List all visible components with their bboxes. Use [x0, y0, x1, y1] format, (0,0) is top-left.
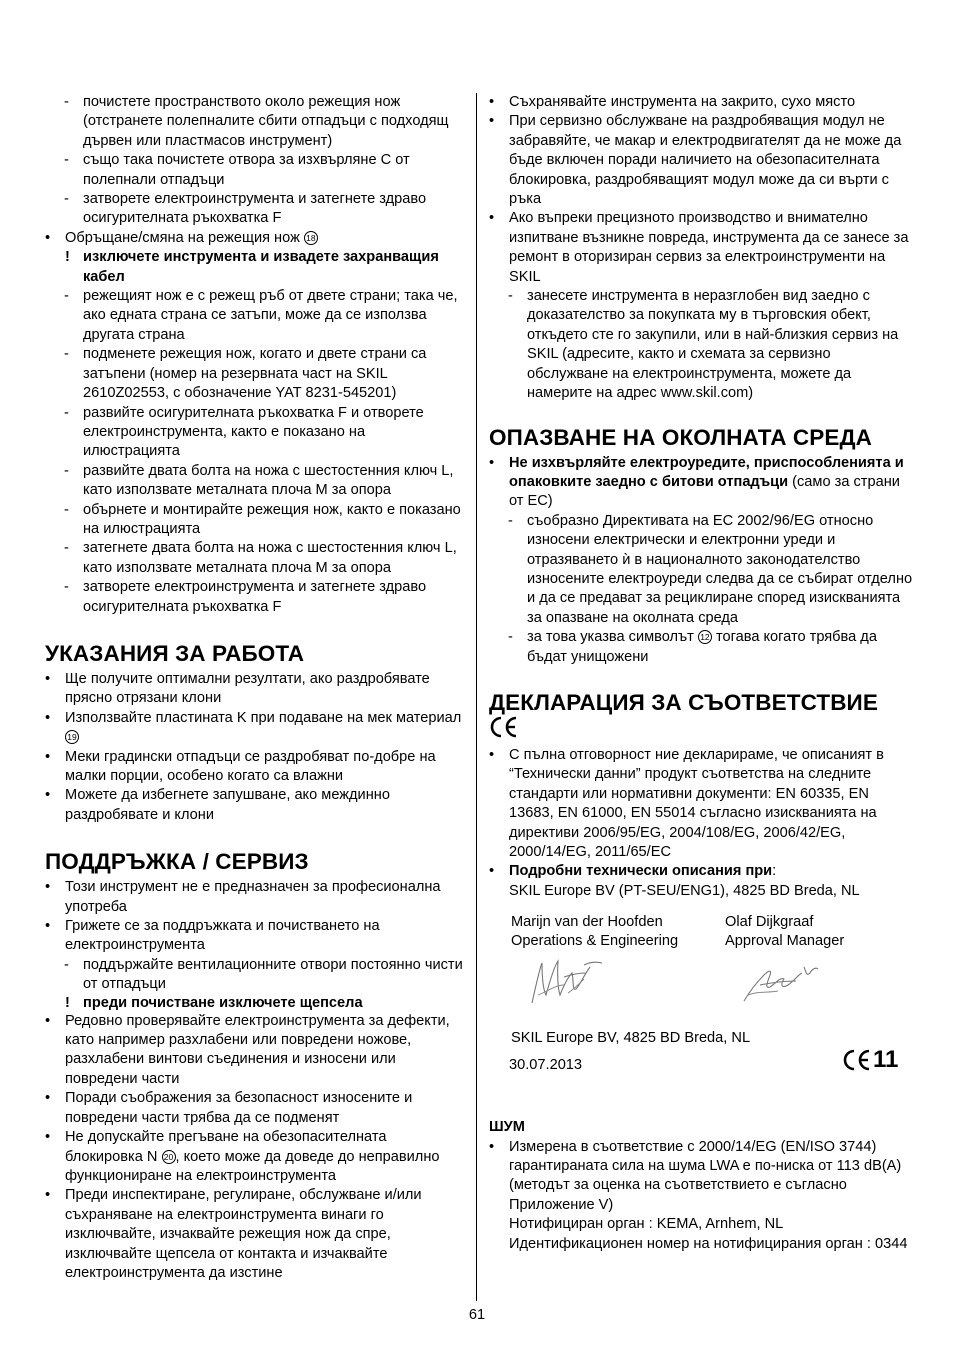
- left-column: [45, 93, 465, 1283]
- list-item: - обърнете и монтирайте режещия нож, както е показано на илюстрацията: [64, 501, 461, 537]
- reference-number: 20: [162, 1150, 176, 1164]
- list-item: • Редовно проверявайте електроинструмента за дефекти, като например разхлабени или повредени ножове, разхлабени винтови съединения и износени или повредени части: [45, 1012, 450, 1087]
- list-item: • Не изхвърляйте електроуредите, приспособленията и опаковките заедно с битови отпадъци (само за страни от ЕС): [489, 454, 904, 510]
- ce-mark-icon: [489, 716, 519, 738]
- signer-role: Approval Manager: [725, 933, 845, 950]
- section-title-work: УКАЗАНИЯ ЗА РАБОТА: [45, 640, 305, 666]
- section-title-noise: ШУМ: [489, 1119, 525, 1136]
- warning-item: ! преди почистване изключете щепсела: [65, 994, 363, 1011]
- list-item: - също така почистете отвора за изхвърляне С от полепнали отпадъци: [64, 152, 410, 188]
- list-item: • Грижете се за поддръжката и почистването на електроинструмента: [45, 918, 380, 954]
- list-item: • Обръщане/смяна на режещия нож 18: [45, 229, 465, 248]
- reference-number: 19: [65, 730, 79, 744]
- list-item: • Поради съображения за безопасност износените и повредени части трябва да се подменят: [45, 1090, 413, 1126]
- signer-name: Marijn van der Hoofden: [511, 914, 663, 931]
- list-item: • Използвайте пластината K при подаване на мек материал 19: [45, 709, 462, 743]
- list-item: • Меки градински отпадъци се раздробяват по-добре на малки порции, особено когато са влажни: [45, 748, 436, 784]
- signer-name: Olaf Dijkgraaf: [725, 914, 814, 931]
- signer-role: Operations & Engineering: [511, 933, 679, 950]
- signature-1: [528, 955, 608, 1009]
- list-item: - развийте осигурителната ръкохватка F и отворете електроинструмента, както е показано на илюстрацията: [64, 404, 424, 460]
- list-item: • Този инструмент не е предназначен за професионална употреба: [45, 879, 441, 915]
- list-item: • Съхранявайте инструмента на закрито, сухо място: [489, 94, 856, 110]
- reference-number: 18: [304, 231, 318, 245]
- right-column: [489, 93, 914, 1254]
- list-item: - подменете режещия нож, когато и двете страни са затъпени (номер на резервната част на SKIL 2610Z02553, с обозначение YAT 8231-545201): [64, 346, 427, 402]
- page-number: 61: [468, 1307, 486, 1323]
- section-title-declaration: ДЕКЛАРАЦИЯ ЗА СЪОТВЕТСТВИЕ: [489, 689, 878, 715]
- list-item: - за това указва символът 12 тогава когато трябва да бъдат унищожени: [508, 629, 877, 665]
- list-item: • С пълна отговорност ние декларираме, че описаният в “Технически данни” продукт съответства на следните стандарти или нормативни документи: EN 60335, EN 13683, EN 61000, EN 55014 съгласно изискванията на директиви 2006/95/EG, 2004/108/EG, 2006/42/EG, 2000/14/EG, 2011/65/EC: [489, 746, 884, 860]
- list-item: - почистете пространството около режещия нож (отстранете полепналите сбити отпадъци с подходящ дървен или пластмасов инструмент): [64, 94, 449, 149]
- date: 30.07.2013: [509, 1057, 583, 1074]
- ce-year-mark: [842, 1047, 898, 1073]
- list-item: • Подробни технически описания при: SKIL Europe BV (PT-SEU/ENG1), 4825 BD Breda, NL: [489, 863, 860, 899]
- reference-number: 12: [698, 630, 712, 644]
- list-item: - развийте двата болта на ножа с шестостенния ключ L, като използвате металната плоча M за опора: [64, 462, 454, 499]
- ce-mark-logo: [489, 716, 914, 742]
- list-item: - съобразно Директивата на ЕС 2002/96/EG относно износени електрически и електронни уреди и отразяването ѝ в националното законодателство износените електроуреди следва да се събират отделно и да се предават за рециклиране според изискванията за опазване на околната среда: [508, 512, 913, 626]
- section-title-service: ПОДДРЪЖКА / СЕРВИЗ: [45, 849, 309, 875]
- signature-block: [510, 913, 914, 1118]
- ce-year: 11: [873, 1046, 899, 1074]
- list-item: • Ще получите оптимални резултати, ако раздробявате прясно отрязани клони: [45, 670, 430, 707]
- list-item: - поддържайте вентилационните отвори постоянно чисти от отпадъци: [64, 956, 463, 993]
- list-item: - затворете електроинструмента и затегнете здраво осигурителната ръкохватка F: [64, 191, 427, 227]
- company-line: SKIL Europe BV, 4825 BD Breda, NL: [511, 1030, 751, 1047]
- list-item: • Не допускайте прегъване на обезопасителната блокировка N 20 , което може да доведе до неправилно функциониране на електроинструмента: [45, 1129, 440, 1184]
- list-item: - затегнете двата болта на ножа с шестостенния ключ L, като използвате металната плоча M за опора: [64, 540, 457, 576]
- signature-2: [740, 961, 822, 1007]
- list-item: • Преди инспектиране, регулиране, обслужване и/или съхраняване на електроинструмента винаги го изключвайте, изчаквайте режещия нож да спре, изключвайте щепсела от контакта и изчаквайте електроинструмента да изстине: [45, 1187, 422, 1281]
- list-item: • Можете да избегнете запушване, ако междинно раздробявате и клони: [45, 787, 390, 823]
- list-item: - режещият нож е с режещ ръб от двете страни; така че, ако едната страна се затъпи, може да се използва другата страна: [64, 288, 458, 343]
- warning-item: ! изключете инструмента и извадете захранващия кабел: [65, 249, 439, 285]
- list-item: - затворете електроинструмента и затегнете здраво осигурителната ръкохватка F: [64, 579, 427, 615]
- ce-mark-icon: [842, 1049, 872, 1071]
- list-item: • Измерена в съответствие с 2000/14/EG (EN/ISO 3744) гарантираната сила на шума LWA е по-ниска от 113 dB(A) (методът за оценка на съответствието е съгласно Приложение V) Нотифициран орган : KEMA, Arnhem, NL Идентификационен номер на нотифицирания орган : 0344: [489, 1138, 908, 1252]
- list-item: • Ако въпреки прецизното производство и внимателно изпитване възникне повреда, инструмента да се занесе за ремонт в оторизиран сервиз за електроинструменти на SKIL: [489, 210, 909, 285]
- section-title-environment: ОПАЗВАНЕ НА ОКОЛНАТА СРЕДА: [489, 424, 872, 450]
- column-divider: [476, 93, 477, 1301]
- list-item: - занесете инструмента в неразглобен вид заедно с доказателство за покупката му в търговския обект, откъдето сте го закупили, или в най-близкия сервиз на SKIL (адресите, както и схемата за сервизно обслужване на електроинструмента, можете да намерите на адрес www.skil.com): [508, 288, 899, 402]
- list-item: • При сервизно обслужване на раздробяващия модул не забравяйте, че макар и електродвигателят да не може да бъде включен поради наличието на обезопасителната блокировка, раздробяващият модул може да си върти с ръка: [489, 113, 902, 208]
